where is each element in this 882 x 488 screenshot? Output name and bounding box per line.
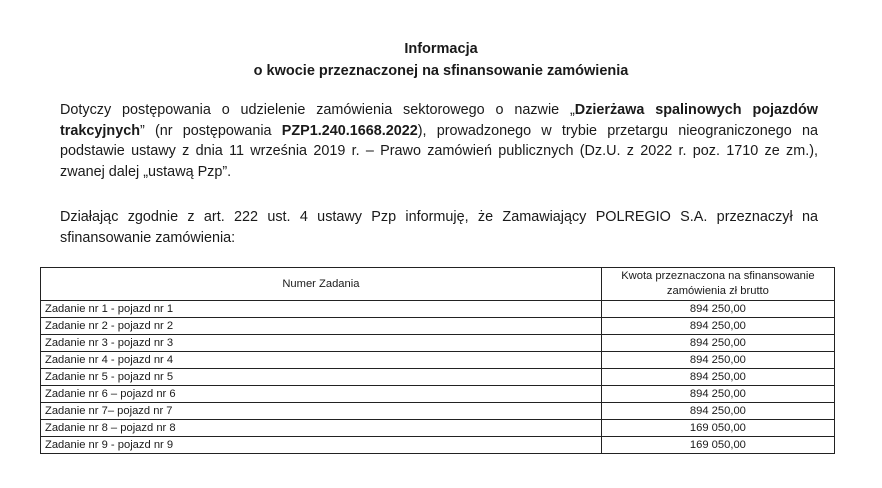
intro-text-2: ” (nr postępowania xyxy=(140,122,282,139)
amount-cell: 894 250,00 xyxy=(601,369,834,386)
table-header-row xyxy=(41,268,835,301)
task-cell: Zadanie nr 1 - pojazd nr 1 xyxy=(41,301,602,318)
task-cell: Zadanie nr 8 – pojazd nr 8 xyxy=(41,420,602,437)
task-cell: Zadanie nr 7– pojazd nr 7 xyxy=(41,403,602,420)
table-row xyxy=(41,318,835,335)
table-row xyxy=(41,437,835,454)
statement-paragraph: Działając zgodnie z art. 222 ust. 4 ustawy Pzp informuję, że Zamawiający POLREGIO S.A. przeznaczył na sfinansowanie zamówienia: xyxy=(60,209,818,246)
amount-cell: 169 050,00 xyxy=(601,437,834,454)
amount-cell: 894 250,00 xyxy=(601,335,834,352)
column-header-task: Numer Zadania xyxy=(41,268,602,301)
table-body xyxy=(41,301,835,454)
intro-text-1: Dotyczy postępowania o udzielenie zamówienia sektorowego o nazwie „ xyxy=(60,102,575,118)
task-cell: Zadanie nr 5 - pojazd nr 5 xyxy=(41,369,602,386)
amount-cell: 894 250,00 xyxy=(601,403,834,420)
intro-paragraph xyxy=(60,100,818,182)
table-row xyxy=(41,403,835,420)
table-row xyxy=(41,352,835,369)
document-title: Informacja xyxy=(404,41,478,57)
amount-cell: 169 050,00 xyxy=(601,420,834,437)
task-cell: Zadanie nr 6 – pojazd nr 6 xyxy=(41,386,602,403)
amounts-table xyxy=(40,267,835,454)
table-row xyxy=(41,301,835,318)
table-row xyxy=(41,420,835,437)
amount-cell: 894 250,00 xyxy=(601,301,834,318)
amount-cell: 894 250,00 xyxy=(601,318,834,335)
amount-cell: 894 250,00 xyxy=(601,352,834,369)
intro-text-3: ), prowadzonego w trybie przetargu nieograniczonego na podstawie ustawy z dnia 11 września 2019 r. – Prawo zamówień publicznych (Dz.U. z 2022 r. poz. 1710 ze zm.), zwanej dalej „ustawą Pzp”. xyxy=(60,122,818,180)
task-cell: Zadanie nr 3 - pojazd nr 3 xyxy=(41,335,602,352)
column-header-amount: Kwota przeznaczona na sfinansowanie zamówienia zł brutto xyxy=(601,268,834,301)
amount-cell: 894 250,00 xyxy=(601,386,834,403)
table-row xyxy=(41,369,835,386)
task-cell: Zadanie nr 4 - pojazd nr 4 xyxy=(41,352,602,369)
table-row xyxy=(41,386,835,403)
procurement-name: Dzierżawa spalinowych pojazdów trakcyjnych xyxy=(60,102,819,139)
document-subtitle: o kwocie przeznaczonej na sfinansowanie zamówienia xyxy=(253,63,629,79)
task-cell: Zadanie nr 9 - pojazd nr 9 xyxy=(41,437,602,454)
procurement-number: PZP1.240.1668.2022 xyxy=(281,122,418,139)
table-row xyxy=(41,335,835,352)
task-cell: Zadanie nr 2 - pojazd nr 2 xyxy=(41,318,602,335)
